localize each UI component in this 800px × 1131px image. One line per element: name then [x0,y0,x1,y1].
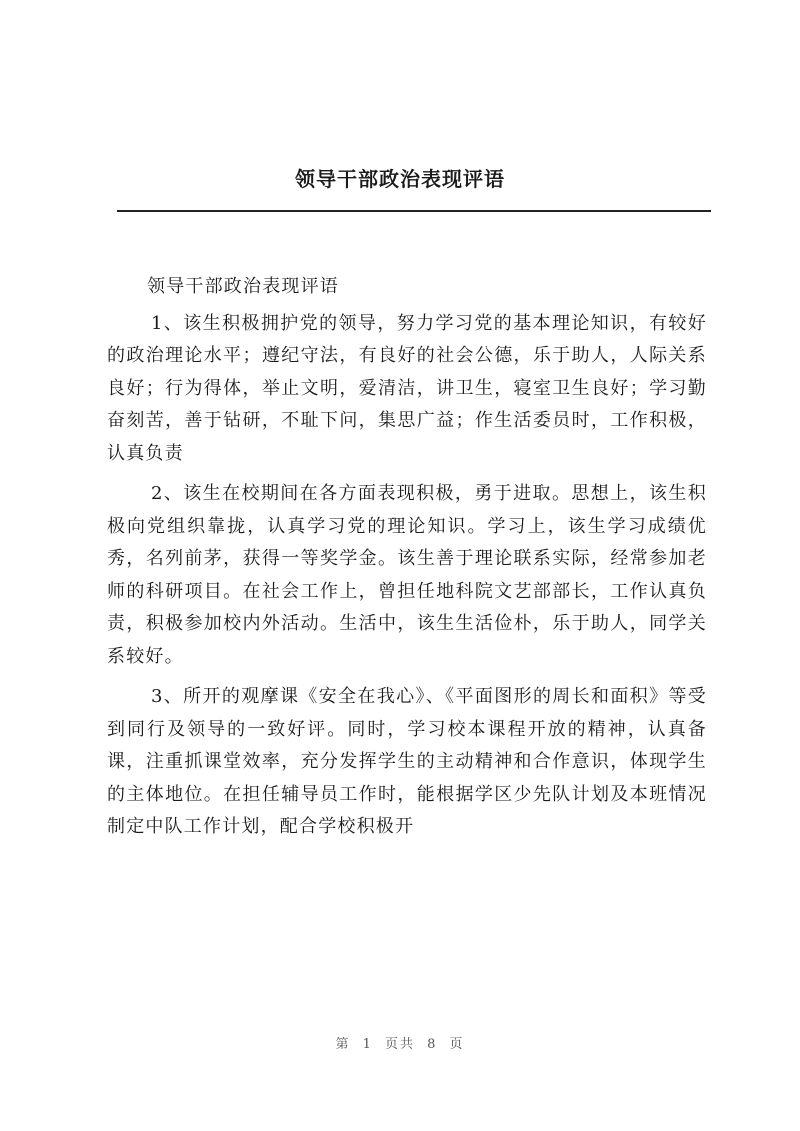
paragraph-1: 1、该生积极拥护党的领导，努力学习党的基本理论知识，有较好的政治理论水平；遵纪守法，有良好的社会公德，乐于助人，人际关系良好；行为得体，举止文明，爱清洁，讲卫生，寝室卫生良好；学习勤奋刻苦，善于钻研，不耻下问，集思广益；作生活委员时，工作积极，认真负责 [107,312,707,464]
lead-line: 领导干部政治表现评语 [147,276,339,297]
document-title: 领导干部政治表现评语 [295,167,505,191]
paragraph-3: 3、所开的观摩课《安全在我心》、《平面图形的周长和面积》等受到同行及领导的一致好评。同时，学习校本课程开放的精神，认真备课，注重抓课堂效率，充分发挥学生的主动精神和合作意识，体现学生的主体地位。在担任辅导员工作时，能根据学区少先队计划及本班情况制定中队工作计划，配合学校积极开 [107,686,707,837]
title-divider [117,210,711,212]
paragraph-2: 2、该生在校期间在各方面表现积极，勇于进取。思想上，该生积极向党组织靠拢，认真学习党的理论知识。学习上，该生学习成绩优秀，名列前茅，获得一等奖学金。该生善于理论联系实际，经常参加老师的科研项目。在社会工作上，曾担任地科院文艺部部长，工作认真负责，积极参加校内外活动。生活中，该生生活俭朴，乐于助人，同学关系较好。 [107,483,707,667]
document-body [107,271,707,852]
page-footer: 第 1 页共 8 页 [335,1037,465,1052]
